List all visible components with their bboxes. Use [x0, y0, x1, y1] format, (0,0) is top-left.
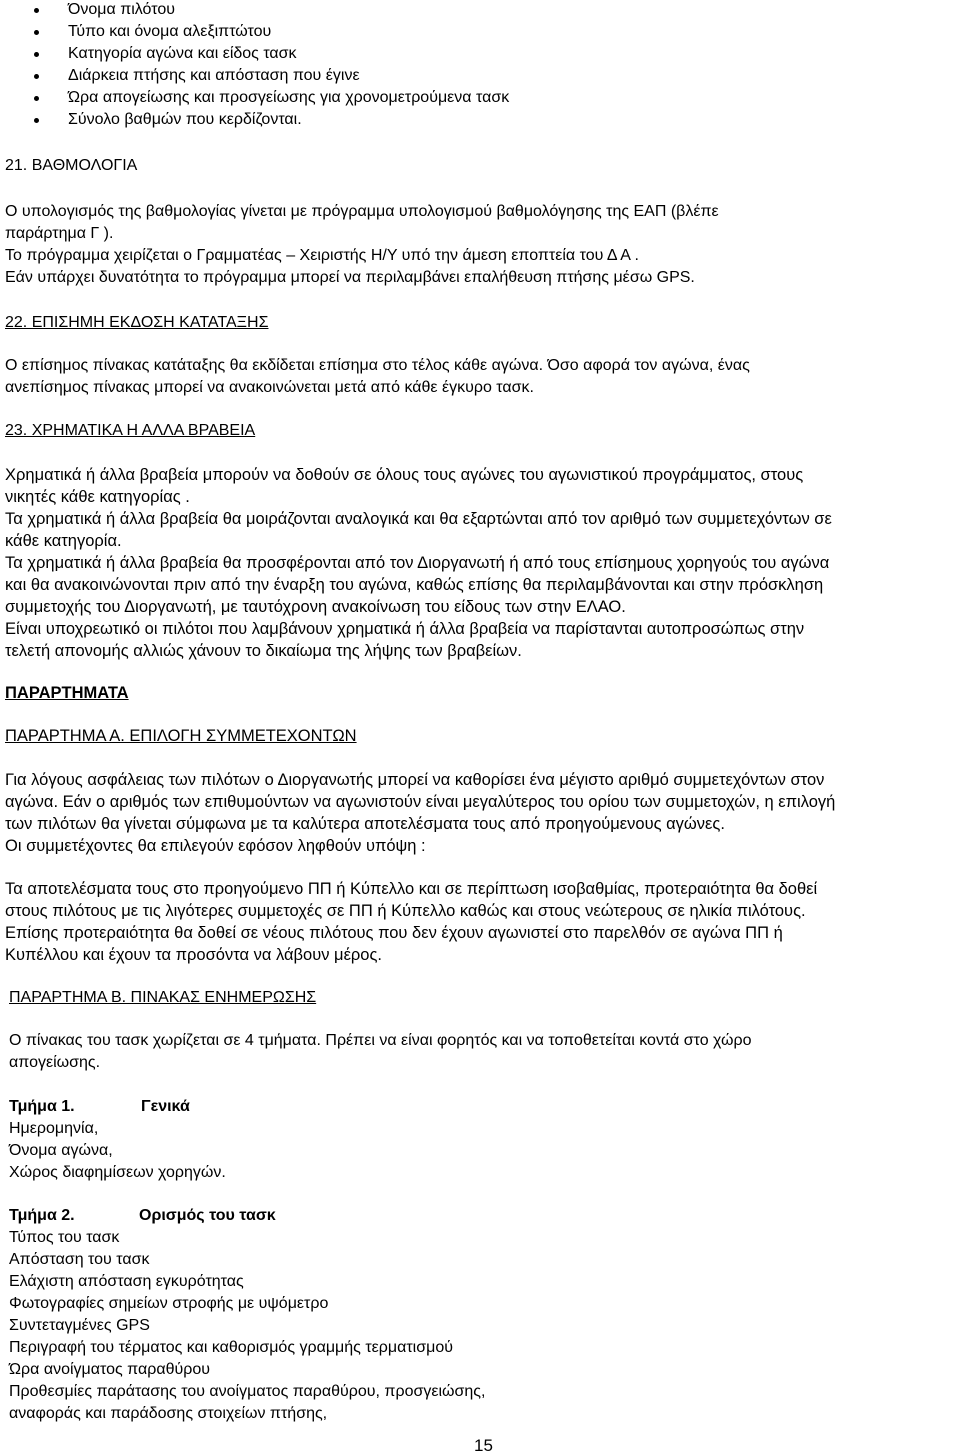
bullet-dot — [34, 30, 39, 35]
paragraph-line: νικητές κάθε κατηγορίας . — [5, 488, 190, 506]
paragraph-line: παράρτημα Γ ). — [5, 225, 114, 242]
paragraph-line: αγώνα. Εάν ο αριθμός των επιθυμούντων να αγωνιστούν είναι μεγαλύτερος του ορίου των συμμετοχών, η επιλογή — [5, 793, 836, 811]
list-item: Σύνολο βαθμών που κερδίζονται. — [68, 111, 302, 128]
paragraph-line: Είναι υποχρεωτικό οι πιλότοι που λαμβάνουν χρηματικά ή άλλα βραβεία να παρίστανται αυτοπροσώπως στην — [5, 620, 805, 638]
appendix-b-heading: ΠΑΡΑΡΤΗΜΑ Β. ΠΙΝΑΚΑΣ ΕΝΗΜΕΡΩΣΗΣ — [9, 989, 317, 1006]
paragraph-line: των πιλότων θα γίνεται σύμφωνα με τα καλύτερα αποτελέσματα τους από προηγούμενους αγώνες. — [5, 815, 725, 833]
list-item: Τύπο και όνομα αλεξιπτώτου — [68, 23, 272, 40]
paragraph-line: τελετή απονομής αλλιώς χάνουν το δικαίωμα της λήψης των βραβείων. — [5, 642, 522, 660]
part-2-title: Ορισμός του τασκ — [139, 1207, 276, 1224]
paragraph-line: Επίσης προτεραιότητα θα δοθεί σε νέους πιλότους που δεν έχουν αγωνιστεί στο παρελθόν σε αγώνα ΠΠ ή — [5, 924, 783, 942]
appendices-heading: ΠΑΡΑΡΤΗΜΑΤΑ — [5, 684, 129, 702]
paragraph-line: Τα χρηματικά ή άλλα βραβεία θα προσφέρονται από τον Διοργανωτή ή από τους επίσημους χορηγούς του αγώνα — [5, 554, 830, 572]
paragraph-line: συμμετοχής του Διοργανωτή, με ταυτόχρονη ανακοίνωση του είδους των στην ΕΛΑΟ. — [5, 598, 626, 616]
section-21-heading: 21. ΒΑΘΜΟΛΟΓΙΑ — [5, 157, 138, 174]
bullet-dot — [34, 118, 39, 123]
paragraph-line: Τα αποτελέσματα τους στο προηγούμενο ΠΠ ή Κύπελλο και σε περίπτωση ισοβαθμίας, προτεραιότητα θα δοθεί — [5, 880, 818, 898]
list-item: Προθεσμίες παράτασης του ανοίγματος παραθύρου, προσγειώσης, — [9, 1383, 486, 1400]
list-item: αναφοράς και παράδοσης στοιχείων πτήσης, — [9, 1405, 328, 1422]
part-2-label: Τμήμα 2. — [9, 1207, 75, 1224]
paragraph-line: ανεπίσημος πίνακας μπορεί να ανακοινώνεται μετά από κάθε έγκυρο τασκ. — [5, 379, 534, 396]
paragraph-line: και θα ανακοινώνονται πριν από την έναρξη του αγώνα, καθώς επίσης θα περιλαμβάνονται και στην πρόσκληση — [5, 576, 824, 594]
list-item: Κατηγορία αγώνα και είδος τασκ — [68, 45, 297, 62]
paragraph-line: στους πιλότους με τις λιγότερες συμμετοχές σε ΠΠ ή Κύπελλο καθώς και στους νεώτερους σε ηλικία πιλότους. — [5, 902, 806, 920]
section-23-heading: 23. ΧΡΗΜΑΤΙΚΑ Η ΑΛΛΑ ΒΡΑΒΕΙΑ — [5, 422, 256, 439]
paragraph-line: Εάν υπάρχει δυνατότητα το πρόγραμμα μπορεί να περιλαμβάνει επαλήθευση πτήσης μέσω GPS. — [5, 269, 695, 286]
list-item: Διάρκεια πτήσης και απόσταση που έγινε — [68, 67, 360, 84]
paragraph-line: απογείωσης. — [9, 1054, 101, 1071]
paragraph-line: Για λόγους ασφάλειας των πιλότων ο Διοργανωτής μπορεί να καθορίσει ένα μέγιστο αριθμό συμμετεχόντων στον — [5, 771, 825, 789]
paragraph-line: Τα χρηματικά ή άλλα βραβεία θα μοιράζονται αναλογικά και θα εξαρτώνται από τον αριθμό των συμμετεχόντων σε — [5, 510, 832, 528]
paragraph-line: Ο υπολογισμός της βαθμολογίας γίνεται με πρόγραμμα υπολογισμού βαθμολόγησης της ΕΑΠ (βλέπε — [5, 203, 719, 220]
list-item: Απόσταση του τασκ — [9, 1251, 150, 1268]
page-number: 15 — [474, 1436, 493, 1455]
paragraph-line: Χρηματικά ή άλλα βραβεία μπορούν να δοθούν σε όλους τους αγώνες του αγωνιστικού προγράμματος, στους — [5, 466, 804, 484]
list-item: Ελάχιστη απόσταση εγκυρότητας — [9, 1273, 244, 1290]
bullet-dot — [34, 8, 39, 13]
bullet-dot — [34, 96, 39, 101]
list-item: Όνομα αγώνα, — [9, 1142, 113, 1159]
paragraph-line: Ο επίσημος πίνακας κατάταξης θα εκδίδεται επίσημα στο τέλος κάθε αγώνα. Όσο αφορά τον αγώνα, ένας — [5, 357, 750, 374]
paragraph-line: Το πρόγραμμα χειρίζεται ο Γραμματέας – Χειριστής Η/Υ υπό την άμεση εποπτεία του Δ Α . — [5, 247, 639, 264]
list-item: Τύπος του τασκ — [9, 1229, 120, 1246]
part-1-label: Τμήμα 1. — [9, 1098, 75, 1115]
appendix-a-heading: ΠΑΡΑΡΤΗΜΑ Α. ΕΠΙΛΟΓΗ ΣΥΜΜΕΤΕΧΟΝΤΩΝ — [5, 727, 357, 745]
list-item: Συντεταγμένες GPS — [9, 1317, 150, 1334]
list-item: Φωτογραφίες σημείων στροφής με υψόμετρο — [9, 1295, 329, 1312]
list-item: Ώρα απογείωσης και προσγείωσης για χρονομετρούμενα τασκ — [68, 89, 510, 106]
list-item: Χώρος διαφημίσεων χορηγών. — [9, 1164, 226, 1181]
bullet-dot — [34, 74, 39, 79]
paragraph-line: κάθε κατηγορία. — [5, 532, 122, 550]
bullet-dot — [34, 52, 39, 57]
list-item: Όνομα πιλότου — [68, 1, 175, 18]
section-22-heading: 22. ΕΠΙΣΗΜΗ ΕΚΔΟΣΗ ΚΑΤΑΤΑΞΗΣ — [5, 314, 269, 331]
list-item: Περιγραφή του τέρματος και καθορισμός γραμμής τερματισμού — [9, 1339, 453, 1356]
paragraph-line: Ο πίνακας του τασκ χωρίζεται σε 4 τμήματα. Πρέπει να είναι φορητός και να τοποθετείται κοντά στο χώρο — [9, 1032, 752, 1049]
paragraph-line: Κυπέλλου και έχουν τα προσόντα να λάβουν μέρος. — [5, 946, 383, 964]
list-item: Ημερομηνία, — [9, 1120, 99, 1137]
paragraph-line: Οι συμμετέχοντες θα επιλεγούν εφόσον ληφθούν υπόψη : — [5, 837, 426, 855]
part-1-title: Γενικά — [141, 1098, 190, 1115]
list-item: Ώρα ανοίγματος παραθύρου — [9, 1361, 210, 1378]
